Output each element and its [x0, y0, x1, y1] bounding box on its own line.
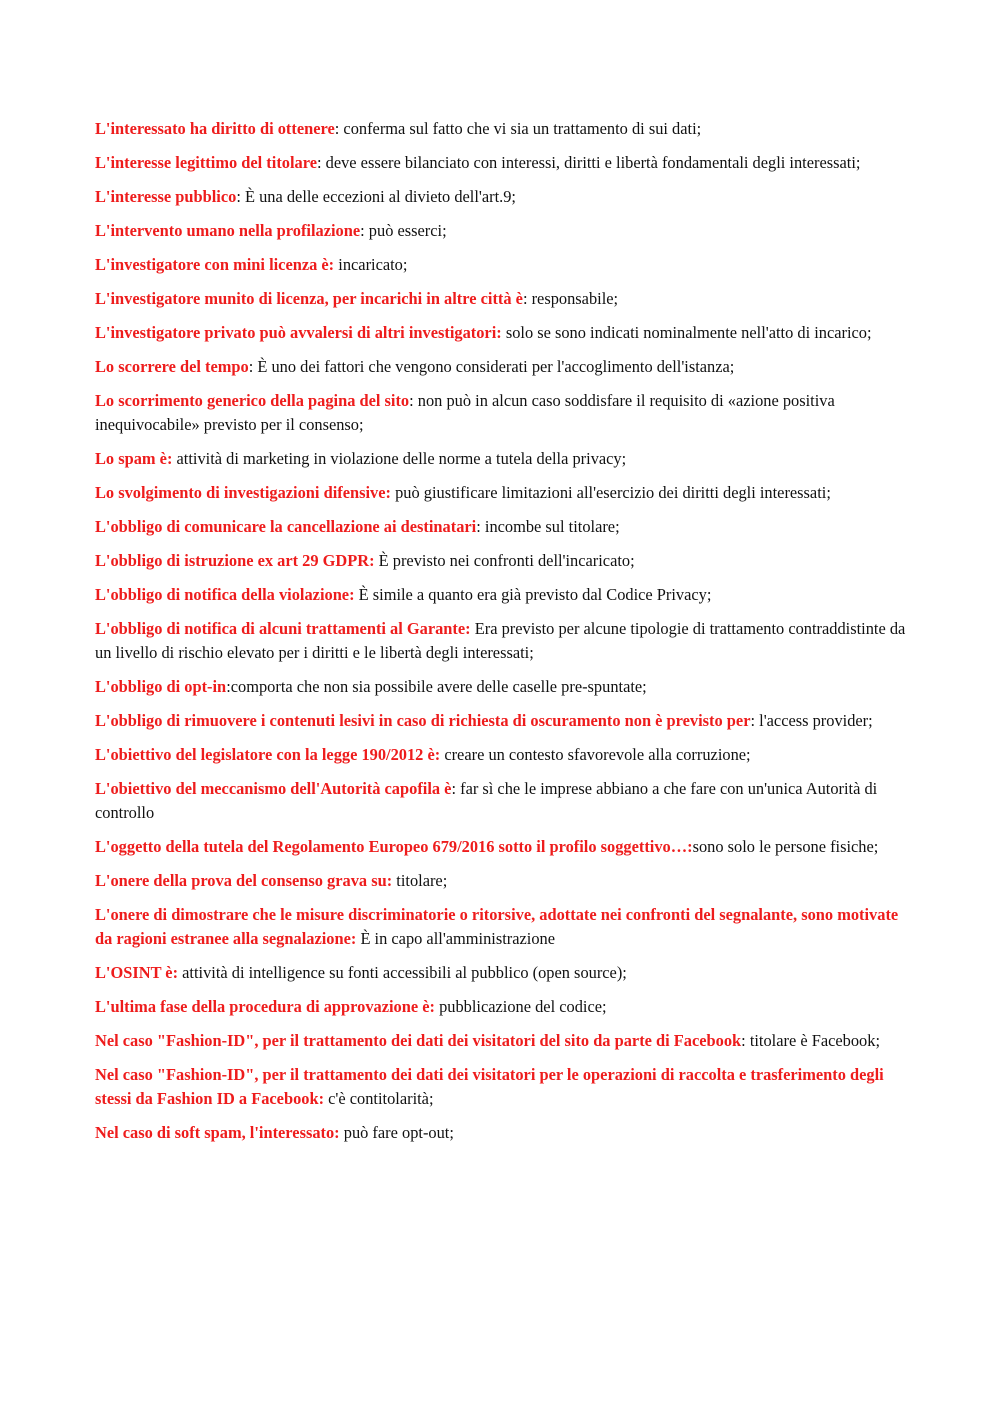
answer-text: non può in alcun caso soddisfare il requisito di «azione positiva inequivocabile» previsto per il consenso;: [95, 391, 835, 434]
separator: :: [476, 517, 485, 536]
qa-entry: [95, 995, 907, 1019]
question-text: L'obbligo di opt-in: [95, 677, 227, 696]
qa-entry: [95, 777, 907, 825]
question-text: Nel caso "Fashion-ID", per il trattamento dei dati dei visitatori per le operazioni di raccolta e trasferimento degli stessi da Fashion ID a Facebook:: [95, 1065, 884, 1108]
qa-entry: [95, 389, 907, 437]
qa-entry: [95, 515, 907, 539]
answer-text: conferma sul fatto che vi sia un trattamento di sui dati;: [343, 119, 702, 138]
answer-text: È una delle eccezioni al divieto dell'art.9;: [244, 187, 516, 206]
answer-text: È uno dei fattori che vengono considerati per l'accoglimento dell'istanza;: [257, 357, 735, 376]
separator: :: [316, 153, 326, 172]
answer-text: l'access provider;: [759, 711, 873, 730]
answer-text: titolare è Facebook;: [749, 1031, 880, 1050]
answer-text: pubblicazione del codice;: [439, 997, 607, 1016]
question-text: L'obbligo di istruzione ex art 29 GDPR:: [95, 551, 375, 570]
question-text: L'obbligo di notifica di alcuni trattamenti al Garante:: [95, 619, 471, 638]
qa-entry: [95, 355, 907, 379]
answer-text: È simile a quanto era già previsto dal Codice Privacy;: [358, 585, 712, 604]
qa-entry: [95, 869, 907, 893]
qa-entry: [95, 447, 907, 471]
answer-text: attività di marketing in violazione delle norme a tutela della privacy;: [176, 449, 627, 468]
separator: :: [750, 711, 760, 730]
qa-entry: [95, 151, 907, 175]
answer-text: attività di intelligence su fonti accessibili al pubblico (open source);: [182, 963, 627, 982]
qa-entry: [95, 1029, 907, 1053]
separator: :: [236, 187, 245, 206]
answer-text: È in capo all'amministrazione: [360, 929, 556, 948]
question-text: L'oggetto della tutela del Regolamento Europeo 679/2016 sotto il profilo soggettivo…:: [95, 837, 693, 856]
qa-entry: [95, 481, 907, 505]
answer-text: c'è contitolarità;: [328, 1089, 434, 1108]
qa-entry: [95, 219, 907, 243]
question-text: L'investigatore munito di licenza, per incarichi in altre città è: [95, 289, 523, 308]
qa-entry: [95, 185, 907, 209]
qa-entry: [95, 675, 907, 699]
qa-entry: [95, 903, 907, 951]
qa-entry: [95, 549, 907, 573]
question-text: L'onere della prova del consenso grava su:: [95, 871, 393, 890]
question-text: L'obiettivo del meccanismo dell'Autorità capofila è: [95, 779, 452, 798]
answer-text: può fare opt-out;: [343, 1123, 454, 1142]
question-text: L'obbligo di rimuovere i contenuti lesivi in caso di richiesta di oscuramento non è previsto per: [95, 711, 751, 730]
answer-text: comporta che non sia possibile avere delle caselle pre-spuntate;: [230, 677, 647, 696]
qa-entry: [95, 117, 907, 141]
answer-text: È previsto nei confronti dell'incaricato;: [378, 551, 635, 570]
qa-entry: [95, 961, 907, 985]
answer-text: creare un contesto sfavorevole alla corruzione;: [444, 745, 751, 764]
qa-entry: [95, 583, 907, 607]
question-text: Nel caso di soft spam, l'interessato:: [95, 1123, 340, 1142]
question-text: L'OSINT è:: [95, 963, 179, 982]
answer-text: far sì che le imprese abbiano a che fare con un'unica Autorità di controllo: [95, 779, 878, 822]
separator: :: [409, 391, 418, 410]
question-text: Nel caso "Fashion-ID", per il trattamento dei dati dei visitatori del sito da parte di Facebook: [95, 1031, 742, 1050]
separator: :: [741, 1031, 750, 1050]
answer-text: solo se sono indicati nominalmente nell'atto di incarico;: [505, 323, 872, 342]
question-text: L'ultima fase della procedura di approvazione è:: [95, 997, 435, 1016]
answer-text: responsabile;: [531, 289, 619, 308]
question-text: L'obbligo di notifica della violazione:: [95, 585, 355, 604]
question-text: Lo svolgimento di investigazioni difensive:: [95, 483, 391, 502]
question-text: L'intervento umano nella profilazione: [95, 221, 361, 240]
question-text: L'interesse pubblico: [95, 187, 237, 206]
separator: :: [334, 119, 344, 138]
qa-entry: [95, 321, 907, 345]
answer-text: sono solo le persone fisiche;: [692, 837, 879, 856]
separator: :: [522, 289, 532, 308]
qa-entry: [95, 253, 907, 277]
answer-text: incombe sul titolare;: [484, 517, 620, 536]
qa-entry: [95, 743, 907, 767]
question-text: Lo spam è:: [95, 449, 173, 468]
question-text: L'interesse legittimo del titolare: [95, 153, 317, 172]
question-text: L'obiettivo del legislatore con la legge 190/2012 è:: [95, 745, 441, 764]
qa-entry: [95, 617, 907, 665]
qa-entry: [95, 287, 907, 311]
separator: :: [248, 357, 258, 376]
qa-entry: [95, 835, 907, 859]
answer-text: deve essere bilanciato con interessi, diritti e libertà fondamentali degli interessati;: [325, 153, 861, 172]
qa-entry: [95, 1121, 907, 1145]
question-text: Lo scorrere del tempo: [95, 357, 249, 376]
separator: :: [360, 221, 369, 240]
separator: :: [226, 677, 231, 696]
answer-text: titolare;: [396, 871, 448, 890]
document-page: [95, 117, 907, 1155]
answer-text: può esserci;: [368, 221, 447, 240]
question-text: L'interessato ha diritto di ottenere: [95, 119, 335, 138]
question-text: L'obbligo di comunicare la cancellazione ai destinatari: [95, 517, 477, 536]
answer-text: può giustificare limitazioni all'esercizio dei diritti degli interessati;: [395, 483, 831, 502]
question-text: L'investigatore con mini licenza è:: [95, 255, 335, 274]
question-text: L'onere di dimostrare che le misure discriminatorie o ritorsive, adottate nei confronti del segnalante, sono motivate da ragioni estranee alla segnalazione:: [95, 905, 899, 948]
question-text: L'investigatore privato può avvalersi di altri investigatori:: [95, 323, 502, 342]
question-text: Lo scorrimento generico della pagina del sito: [95, 391, 410, 410]
answer-text: incaricato;: [338, 255, 408, 274]
answer-text: Era previsto per alcune tipologie di trattamento contraddistinte da un livello di rischio elevato per i diritti e le libertà degli interessati;: [95, 619, 906, 662]
separator: :: [451, 779, 461, 798]
qa-entry: [95, 1063, 907, 1111]
qa-entry: [95, 709, 907, 733]
